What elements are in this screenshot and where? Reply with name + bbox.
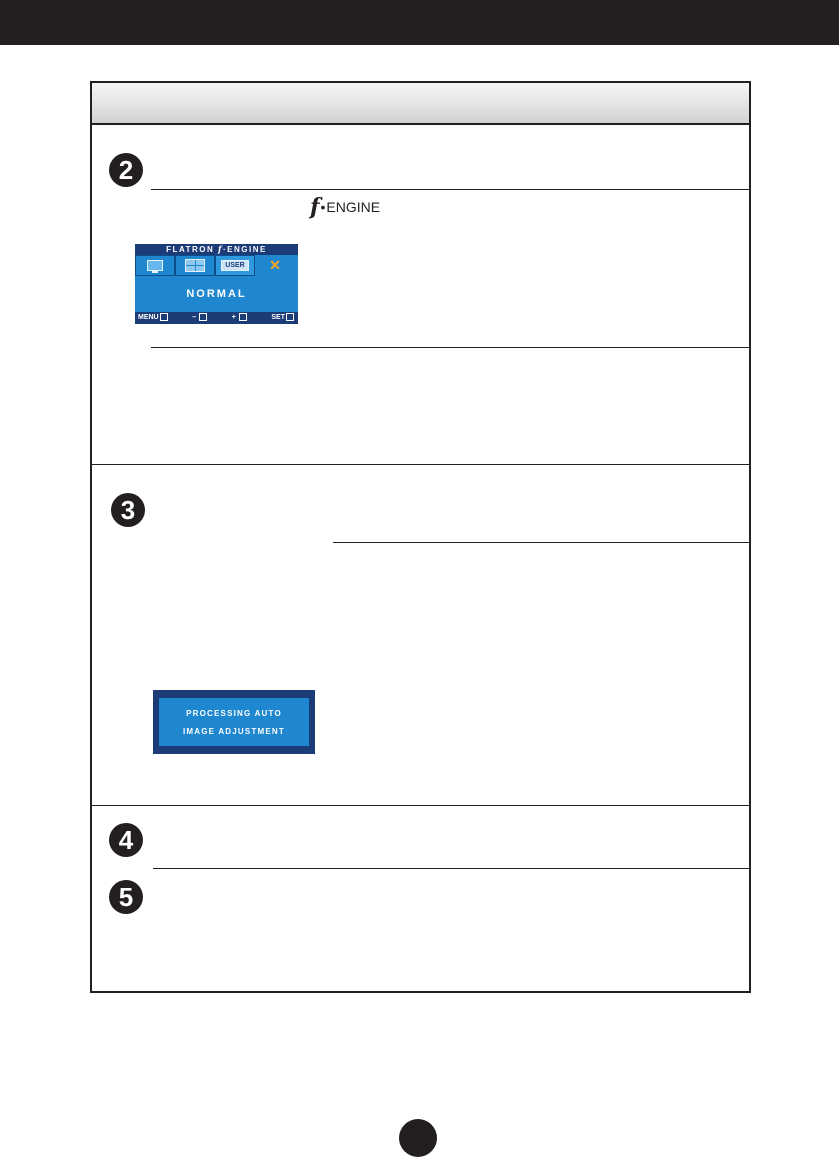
- osd-icon-row: [135, 255, 298, 276]
- osd-adjustment-text: IMAGE ADJUSTMENT: [182, 727, 286, 736]
- auto-adjust-osd-panel: [159, 698, 309, 746]
- osd-title-engine: ·ENGINE: [222, 245, 267, 254]
- osd-bottom-bar: [135, 312, 298, 324]
- osd-title-flatron: FLATRON: [166, 245, 215, 254]
- osd-menu-key: MENU: [138, 312, 169, 324]
- fengine-label: [310, 195, 380, 219]
- auto-adjust-osd-image: [153, 690, 315, 754]
- step-5-badge: 5: [109, 880, 143, 914]
- fengine-f-glyph: f: [310, 194, 320, 220]
- fengine-dot: •: [320, 199, 326, 215]
- step-3-badge: 3: [111, 493, 145, 527]
- user-label: USER: [221, 260, 248, 271]
- section-divider-1: [92, 464, 749, 465]
- monitor-icon: [135, 255, 175, 276]
- step-2-rule-bottom: [151, 347, 749, 348]
- osd-plus-key: +: [232, 312, 248, 324]
- osd-title: [135, 244, 298, 255]
- page-number-circle: [399, 1119, 437, 1157]
- instruction-panel: [90, 81, 751, 993]
- user-icon: [215, 255, 255, 276]
- osd-mode-text: NORMAL: [186, 288, 247, 300]
- step-2-badge: 2: [109, 153, 143, 187]
- top-bar: [0, 0, 839, 45]
- wrench-icon: ✕: [255, 255, 295, 276]
- osd-set-key: SET: [271, 312, 295, 324]
- step-2-rule-top: [151, 189, 749, 190]
- osd-minus-key: –: [192, 312, 208, 324]
- step-4-badge: 4: [109, 823, 143, 857]
- osd-title-f: f: [218, 244, 223, 254]
- panel-header: [92, 83, 749, 125]
- step-3-rule: [333, 542, 749, 543]
- grid-icon: [175, 255, 215, 276]
- section-divider-2: [92, 805, 749, 806]
- osd-processing-text: PROCESSING AUTO: [186, 709, 282, 718]
- fengine-text: ENGINE: [326, 199, 381, 215]
- fengine-osd-image: [135, 244, 298, 324]
- step-4-rule: [153, 868, 749, 869]
